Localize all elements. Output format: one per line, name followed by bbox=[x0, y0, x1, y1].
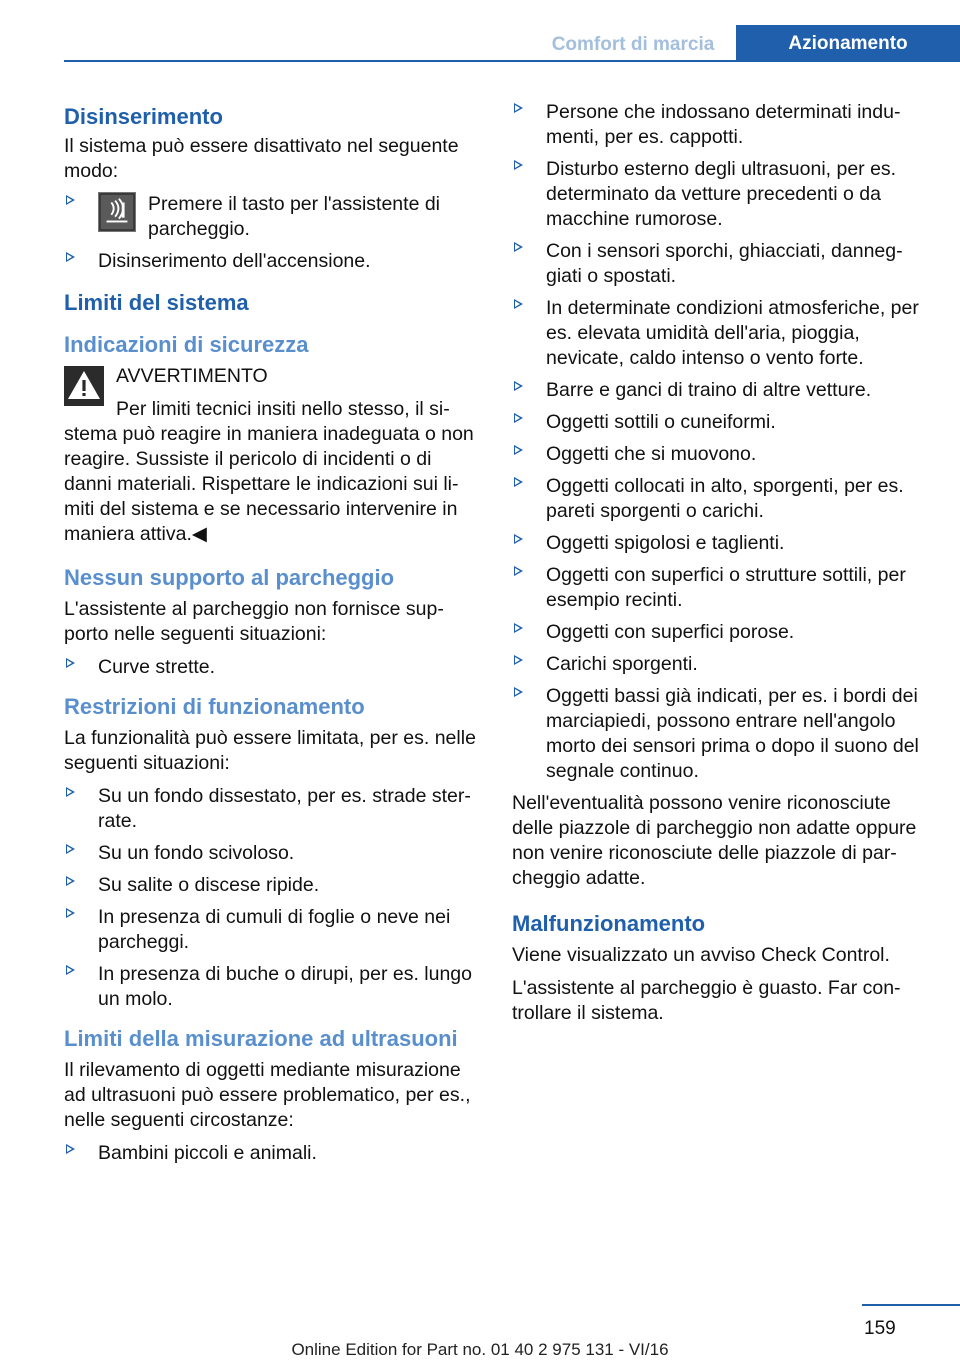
heading-restrizioni: Restrizioni di funzionamento bbox=[64, 694, 365, 719]
bullet-triangle-icon bbox=[514, 299, 523, 309]
list-item bbox=[512, 239, 928, 289]
list-item-text: Oggetti collocati in alto, sporgenti, per es. pareti sporgenti o carichi. bbox=[546, 475, 904, 522]
malfunzionamento-text-1: Viene visualizzato un avviso Check Control. bbox=[512, 944, 890, 966]
list-item-text: In determinate condizioni atmosferiche, per es. elevata umidità dell'aria, pioggia, nevicate, caldo intenso o vento forte. bbox=[546, 297, 919, 369]
list-item-text: Oggetti spigolosi e taglienti. bbox=[546, 532, 785, 554]
list-item-text: Oggetti con superfici porose. bbox=[546, 621, 795, 643]
list-item bbox=[512, 531, 928, 556]
bullet-triangle-icon bbox=[66, 908, 75, 918]
left-column bbox=[64, 100, 480, 1173]
header-active-tab[interactable]: Azionamento bbox=[736, 25, 960, 62]
disinserimento-text: Il sistema può essere disattivato nel seguente modo: bbox=[64, 135, 459, 182]
bullet-triangle-icon bbox=[66, 195, 75, 205]
list-item bbox=[512, 442, 928, 467]
list-item-text: Curve strette. bbox=[98, 656, 216, 678]
list-item-text: Disinserimento dell'accensione. bbox=[98, 250, 371, 272]
edition-footer: Online Edition for Part no. 01 40 2 975 131 - VI/16 bbox=[291, 1340, 669, 1359]
bullet-triangle-icon bbox=[66, 1144, 75, 1154]
list-item bbox=[512, 474, 928, 524]
list-item bbox=[512, 620, 928, 645]
header-rule bbox=[64, 60, 960, 62]
list-item-text: Carichi sporgenti. bbox=[546, 653, 698, 675]
ultrasuoni-text: Il rilevamento di oggetti mediante misurazione ad ultrasuoni può essere problematico, per es., nelle seguenti circostanze: bbox=[64, 1059, 471, 1131]
list-item-text: Premere il tasto per l'assistente di parcheggio. bbox=[148, 193, 441, 240]
list-item bbox=[64, 873, 480, 898]
bullet-triangle-icon bbox=[66, 965, 75, 975]
bullet-triangle-icon bbox=[514, 160, 523, 170]
list-item bbox=[64, 905, 480, 955]
list-item-text: Su salite o discese ripide. bbox=[98, 874, 320, 896]
list-item bbox=[512, 157, 928, 232]
bullet-triangle-icon bbox=[514, 687, 523, 697]
list-item-text: Su un fondo scivoloso. bbox=[98, 842, 295, 864]
list-item-text: Su un fondo dissestato, per es. strade ster-rate. bbox=[98, 785, 471, 832]
right-column bbox=[512, 100, 928, 1034]
warning-text: Per limiti tecnici insiti nello stesso, il si-stema può reagire in maniera inadeguata o non reagire. Sussiste il pericolo di incidenti o di danni materiali. Rispettare le indicazioni sui li-miti del sistema e se necessario intervenire in maniera attiva.◀ bbox=[64, 398, 474, 545]
list-item bbox=[64, 1141, 480, 1166]
bullet-triangle-icon bbox=[66, 844, 75, 854]
bullet-triangle-icon bbox=[514, 566, 523, 576]
list-item bbox=[64, 655, 480, 680]
list-item-text: In presenza di cumuli di foglie o neve nei parcheggi. bbox=[98, 906, 451, 953]
nessun-list bbox=[64, 655, 480, 680]
ultrasuoni-list-continued bbox=[512, 100, 928, 784]
list-item bbox=[64, 962, 480, 1012]
page-number: 159 bbox=[864, 1318, 896, 1339]
ultrasuoni-list bbox=[64, 1141, 480, 1166]
warning-triangle-icon bbox=[64, 366, 104, 406]
bullet-triangle-icon bbox=[66, 658, 75, 668]
list-item bbox=[64, 841, 480, 866]
list-item-text: Barre e ganci di traino di altre vetture. bbox=[546, 379, 872, 401]
list-item bbox=[512, 296, 928, 371]
list-item-text: Bambini piccoli e animali. bbox=[98, 1142, 317, 1164]
malfunzionamento-text-2: L'assistente al parcheggio è guasto. Far con-trollare il sistema. bbox=[512, 977, 901, 1024]
list-item bbox=[512, 410, 928, 435]
bullet-triangle-icon bbox=[514, 534, 523, 544]
heading-disinserimento: Disinserimento bbox=[64, 104, 223, 129]
list-item bbox=[512, 563, 928, 613]
list-item-text: Oggetti con superfici o strutture sottili, per esempio recinti. bbox=[546, 564, 906, 611]
list-item bbox=[64, 249, 480, 274]
heading-malfunzionamento: Malfunzionamento bbox=[512, 911, 706, 936]
bullet-triangle-icon bbox=[514, 103, 523, 113]
restrizioni-list bbox=[64, 784, 480, 1012]
heading-sicurezza: Indicazioni di sicurezza bbox=[64, 332, 309, 357]
bullet-triangle-icon bbox=[514, 445, 523, 455]
bullet-triangle-icon bbox=[514, 623, 523, 633]
list-item-text: Con i sensori sporchi, ghiacciati, danneg-giati o spostati. bbox=[546, 240, 903, 287]
list-item bbox=[512, 684, 928, 784]
bullet-triangle-icon bbox=[514, 242, 523, 252]
heading-ultrasuoni: Limiti della misurazione ad ultrasuoni bbox=[64, 1026, 458, 1051]
list-item-text: Oggetti bassi già indicati, per es. i bordi dei marciapiedi, possono entrare nell'angolo morto dei sensori prima o dopo il suono del segnale continuo. bbox=[546, 685, 919, 782]
footer-rule bbox=[862, 1304, 960, 1306]
bullet-triangle-icon bbox=[66, 252, 75, 262]
bullet-triangle-icon bbox=[514, 477, 523, 487]
eventualita-text: Nell'eventualità possono venire riconosciute delle piazzole di parcheggio non adatte oppure non venire riconosciute delle piazzole di par-cheggio adatte. bbox=[512, 792, 917, 889]
bullet-triangle-icon bbox=[514, 413, 523, 423]
heading-limiti: Limiti del sistema bbox=[64, 290, 249, 315]
list-item bbox=[64, 192, 480, 242]
header-section-tab[interactable]: Comfort di marcia bbox=[551, 34, 715, 55]
restrizioni-text: La funzionalità può essere limitata, per es. nelle seguenti situazioni: bbox=[64, 727, 476, 774]
list-item bbox=[512, 100, 928, 150]
bullet-triangle-icon bbox=[514, 381, 523, 391]
nessun-text: L'assistente al parcheggio non fornisce sup-porto nelle seguenti situazioni: bbox=[64, 598, 444, 645]
list-item-text: Persone che indossano determinati indu-menti, per es. cappotti. bbox=[546, 101, 901, 148]
warning-label: AVVERTIMENTO bbox=[116, 365, 268, 387]
bullet-triangle-icon bbox=[514, 655, 523, 665]
list-item-text: In presenza di buche o dirupi, per es. lungo un molo. bbox=[98, 963, 472, 1010]
bullet-triangle-icon bbox=[66, 787, 75, 797]
heading-nessun-supporto: Nessun supporto al parcheggio bbox=[64, 565, 395, 590]
disinserimento-list bbox=[64, 192, 480, 274]
park-distance-control-button-icon bbox=[98, 192, 136, 232]
list-item-text: Oggetti sottili o cuneiformi. bbox=[546, 411, 776, 433]
list-item-text: Disturbo esterno degli ultrasuoni, per es. determinato da vetture precedenti o da macchine rumorose. bbox=[546, 158, 897, 230]
list-item bbox=[512, 378, 928, 403]
list-item bbox=[512, 652, 928, 677]
warning-block bbox=[64, 364, 480, 547]
list-item bbox=[64, 784, 480, 834]
list-item-text: Oggetti che si muovono. bbox=[546, 443, 757, 465]
bullet-triangle-icon bbox=[66, 876, 75, 886]
